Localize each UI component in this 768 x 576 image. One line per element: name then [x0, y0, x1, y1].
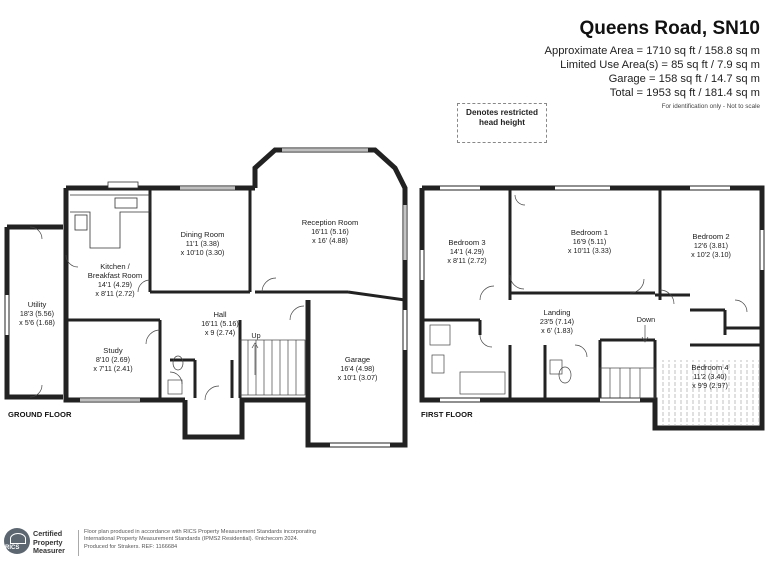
room-kitchen-name2: Breakfast Room — [87, 271, 143, 280]
room-bedroom-2-name: Bedroom 2 — [692, 232, 730, 241]
rics-logo-mark — [10, 533, 26, 544]
room-bedroom-4-dims2: x 9'9 (2.97) — [692, 381, 728, 390]
first-floor-stairs — [600, 325, 655, 398]
ground-floor-wc — [168, 356, 183, 394]
rics-badge-text — [33, 530, 65, 556]
restricted-height-legend-text: Denotes restricted head height — [466, 108, 538, 127]
room-bedroom-2-dims2: x 10'2 (3.10) — [691, 250, 731, 259]
room-dining — [160, 230, 245, 257]
room-bedroom-4-name: Bedroom 4 — [691, 363, 729, 372]
room-bedroom-1-name: Bedroom 1 — [570, 228, 609, 237]
kitchen-fittings — [70, 182, 150, 248]
footer-line3: Produced for Strakers. REF: 1166684 — [84, 543, 178, 550]
rics-badge-line3: Measurer — [33, 546, 65, 556]
room-landing — [527, 308, 587, 335]
room-bedroom-2-dims1: 12'6 (3.81) — [693, 241, 729, 250]
limited-use-area: Limited Use Area(s) = 85 sq ft / 7.9 sq m — [560, 59, 760, 71]
room-garage-dims1: 16'4 (4.98) — [340, 364, 375, 373]
room-bedroom-1-dims1: 16'9 (5.11) — [572, 237, 607, 246]
porch-wall — [185, 400, 308, 437]
footer-divider — [78, 530, 79, 556]
room-landing-name: Landing — [543, 308, 571, 317]
rics-badge-line1: Certified — [33, 529, 63, 538]
room-dining-name: Dining Room — [180, 230, 225, 239]
total-area: Total = 1953 sq ft / 181.4 sq m — [609, 87, 760, 99]
first-stairs-label: Down — [636, 315, 656, 324]
room-dining-dims2: x 10'10 (3.30) — [180, 248, 225, 257]
room-garage — [320, 355, 395, 382]
ground-floor-label: GROUND FLOOR — [8, 410, 72, 419]
room-utility-dims1: 18'3 (5.56) — [19, 309, 55, 318]
garage-area: Garage = 158 sq ft / 14.7 sq m — [608, 73, 760, 85]
first-floor-bathroom — [430, 325, 571, 394]
room-kitchen — [80, 262, 150, 298]
room-kitchen-dims1: 14'1 (4.29) — [97, 280, 133, 289]
room-study-dims1: 8'10 (2.69) — [95, 355, 131, 364]
room-kitchen-dims2: x 8'11 (2.72) — [95, 289, 135, 298]
ground-stairs-label: Up — [251, 331, 261, 340]
room-landing-dims2: x 6' (1.83) — [541, 326, 573, 335]
approximate-area: Approximate Area = 1710 sq ft / 158.8 sq m — [544, 45, 760, 57]
room-bedroom-2 — [676, 232, 746, 259]
room-bedroom-4 — [678, 363, 742, 390]
room-reception — [285, 218, 375, 245]
rics-logo-text: RICS — [5, 545, 20, 551]
room-hall-dims2: x 9 (2.74) — [204, 328, 236, 337]
ground-floor-stairs — [240, 340, 305, 395]
room-kitchen-name: Kitchen / — [100, 262, 130, 271]
room-bedroom-1-dims2: x 10'11 (3.33) — [567, 246, 612, 255]
footer-line2: International Property Measurement Standards (IPMS2 Residential). ©nichecom 2024. — [84, 536, 299, 543]
room-study-dims2: x 7'11 (2.41) — [93, 364, 133, 373]
room-bedroom-3-dims2: x 8'11 (2.72) — [447, 256, 487, 265]
room-bedroom-3 — [436, 238, 498, 265]
footer-line1: Floor plan produced in accordance with RICS Property Measurement Standards incorporating — [84, 529, 316, 535]
room-bedroom-4-dims1: 11'2 (3.40) — [693, 372, 727, 381]
property-title: Queens Road, SN10 — [579, 18, 760, 39]
room-bedroom-1 — [552, 228, 627, 255]
room-garage-dims2: x 10'1 (3.07) — [337, 373, 378, 382]
room-study — [78, 346, 148, 373]
room-dining-dims1: 11'1 (3.38) — [185, 239, 220, 248]
first-floor-label: FIRST FLOOR — [421, 410, 473, 419]
room-bedroom-3-dims1: 14'1 (4.29) — [449, 247, 485, 256]
room-study-name: Study — [103, 346, 123, 355]
room-landing-dims1: 23'5 (7.14) — [539, 317, 575, 326]
room-hall-dims1: 16'11 (5.16) — [201, 319, 239, 328]
room-hall — [190, 310, 250, 337]
room-bedroom-3-name: Bedroom 3 — [448, 238, 486, 247]
room-utility-name: Utility — [27, 300, 47, 309]
room-reception-dims2: x 16' (4.88) — [312, 236, 348, 245]
room-reception-dims1: 16'11 (5.16) — [311, 227, 349, 236]
ground-floor-walls — [7, 150, 405, 445]
room-utility — [12, 300, 62, 327]
room-reception-name: Reception Room — [301, 218, 359, 227]
rics-badge-line2: Property — [33, 537, 63, 547]
first-floor-doors — [480, 195, 747, 357]
room-hall-name: Hall — [213, 310, 227, 319]
room-garage-name: Garage — [344, 355, 371, 364]
room-utility-dims2: x 5'6 (1.68) — [19, 318, 55, 327]
scale-note: For identification only - Not to scale — [661, 103, 760, 110]
footer-disclaimer — [84, 529, 316, 551]
